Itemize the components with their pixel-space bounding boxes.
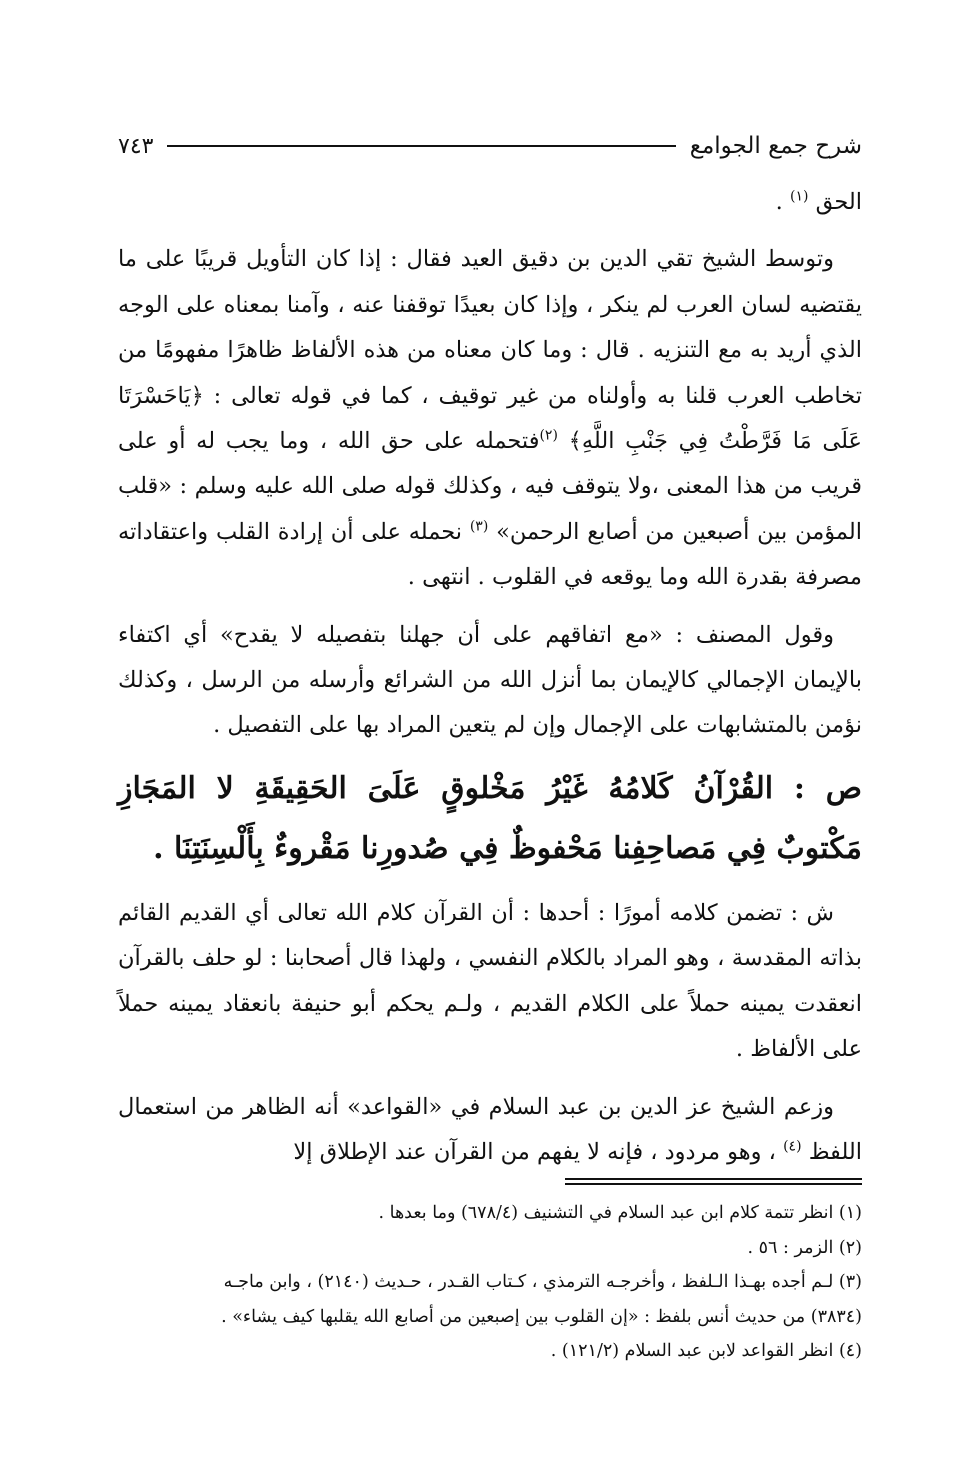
matn-text: ص : القُرْآنُ كَلامُهُ غَيْرُ مَخْلوقٍ عَلَىَ الحَقِيقَةِ لا المَجَازِ مَكْتوبٌ فِي مَصاحِفِنا مَحْفوظٌ فِي صُدورِنا مَقْروءٌ بِأَلْسِنَتِنَا .: [118, 770, 862, 866]
footnote-ref-3: (٣): [469, 518, 489, 535]
main-text: [118, 180, 862, 1175]
header-rule: [167, 145, 675, 147]
footnote-2: (٢) الزمر : ٥٦ .: [747, 1237, 862, 1258]
footnotes: [118, 1196, 862, 1369]
footnote-ref-4: (٤): [783, 1138, 802, 1155]
footnote-1: (١) انظر تتمة كلام ابن عبد السلام في التشنيف (٦٧٨/٤) وما بعدها .: [378, 1203, 862, 1223]
paragraph-author-quote: وقول المصنف : «مع اتفاقهم على أن جهلنا بتفصيله لا يقدح» أي اكتفاء بالإيمان الإجمالي كالإيمان بما أنزل الله من الشرائع وأرسله من الرسل ، وكذلك نؤمن بالمتشابهات على الإجمال وإن لم يتعين المراد بها على التفصيل .: [118, 621, 862, 739]
footnote-separator: [565, 1178, 862, 1185]
footnote-3: (٣) لـم أجده بهـذا الـلفظ ، وأخرجـه الترمذي ، كـتاب القـدر ، حـديث (٢١٤٠) ، وابن ماجـه: [223, 1272, 862, 1292]
paragraph-ibn-daqiq: وتوسط الشيخ تقي الدين بن دقيق العيد فقال : إذا كان التأويل قريبًا على ما يقتضيه لسان العرب لم ينكر ، وإذا كان بعيدًا توقفنا عنه ، وآمنا بمعناه على الوجه الذي أريد به مع التنزيه . قال : وما كان معناه من هذه الألفاظ ظاهرًا مفهومًا من تخاطب العرب قلنا به وأولناه من غير توقيف ، كما في قوله تعالى : ﴿يَاحَسْرَتَا عَلَى مَا فَرَّطْتُ فِي جَنْبِ اللَّهِ﴾ $^{(٢)}$فتحمله على حق الله ، وما يجب له أو على قريب من هذا المعنى ،ولا يتوقف فيه ، وكذلك قوله صلى الله عليه وسلم : «قلب المؤمن بين أصبعين من أصابع الرحمن» $^{(٣)}$ نحمله على أن إرادة القلب واعتقاداته مصرفة بقدرة الله وما يوقعه في القلوب . انتهى .: [118, 246, 862, 591]
footnote-3-continued: (٣٨٣٤) من حديث أنس بلفظ : «إن القلوب بين إصبعين من أصابع الله يقلبها كيف يشاء» .: [221, 1306, 862, 1327]
footnote-4: (٤) انظر القواعد لابن عبد السلام (١٢١/٢) .: [550, 1341, 862, 1361]
footnote-ref-1: (١): [789, 188, 809, 205]
footnote-ref-2: (٢): [539, 427, 558, 444]
header-title: شرح جمع الجوامع: [689, 133, 862, 159]
page-number: ٧٤٣: [118, 133, 154, 159]
paragraph-sharh: ش : تضمن كلامه أمورًا : أحدها : أن القرآن كلام الله تعالى أي القديم القائم بذاته المقدسة ، وهو المراد بالكلام النفسي ، ولهذا قال أصحابنا : لو حلف بالقرآن انعقدت يمينه حملاً على الكلام القديم ، ولـم يحكم أبو حنيفة بانعقاد يمينه حملاً على الألفاظ .: [118, 899, 862, 1063]
running-header: [118, 128, 862, 164]
paragraph-izz: وزعم الشيخ عز الدين بن عبد السلام في «القواعد» أنه الظاهر من استعمال اللفظ $^{(٤)}$ ، وهو مردود ، فإنه لا يفهم من القرآن عند الإطلاق إلا: [118, 1093, 862, 1165]
paragraph-continuation: الحق $^{(١)}$ .: [775, 188, 862, 215]
